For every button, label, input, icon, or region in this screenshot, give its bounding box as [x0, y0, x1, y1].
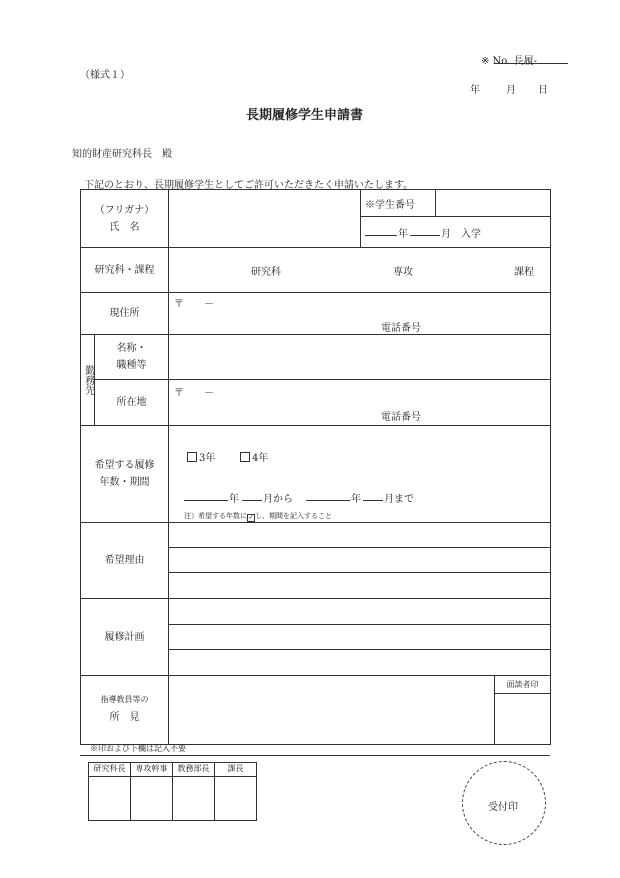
- enroll-year-blank[interactable]: [365, 235, 397, 236]
- advisor-label-2: 所 見: [109, 712, 140, 723]
- interview-seal-cell[interactable]: [495, 676, 551, 745]
- stamp-box: [89, 777, 131, 821]
- phone-label: 電話番号: [381, 323, 421, 334]
- period-label-2: 年数・期間: [99, 477, 150, 488]
- enrollment-cell[interactable]: [361, 217, 551, 248]
- work-side-label: 勤務先: [82, 365, 94, 395]
- student-no-label-text: ※学生番号: [365, 199, 415, 211]
- enroll-month-label: 月 入学: [441, 229, 481, 240]
- period-end-year-blank[interactable]: [306, 500, 350, 501]
- period-year-label-1: 年: [229, 494, 239, 505]
- period-field[interactable]: [169, 426, 551, 523]
- reason-label: 希望理由: [81, 523, 169, 599]
- work-name-label-cell: [95, 335, 169, 380]
- checkbox-3-years[interactable]: [187, 452, 197, 462]
- intro-text: 下記のとおり、長期履修学生としてご許可いただきたく申請いたします。: [84, 180, 414, 191]
- address-field[interactable]: [169, 293, 551, 335]
- period-end-month-blank[interactable]: [363, 500, 383, 501]
- period-note: [184, 511, 332, 522]
- interview-seal-label: 面談者印: [495, 676, 550, 694]
- course-program: 課程: [514, 267, 534, 278]
- receipt-label: 受付印: [488, 802, 518, 813]
- application-form: [80, 189, 551, 745]
- period-note-text-2: し、期間を記入すること: [255, 512, 332, 520]
- work-phone-label: 電話番号: [381, 412, 421, 423]
- period-label-1: 希望する履修: [94, 460, 155, 471]
- plan-label: 履修計画: [81, 599, 169, 676]
- advisor-label-1: 指導教員等の: [100, 695, 149, 704]
- stamp-col-section-chief: 課長: [215, 763, 257, 777]
- period-start-year-blank[interactable]: [184, 500, 228, 501]
- date-day: 日: [538, 85, 548, 96]
- option-3-years-label: 3年: [199, 453, 216, 464]
- plan-rule: [169, 624, 550, 625]
- student-no-field[interactable]: [436, 190, 551, 217]
- checkbox-4-years[interactable]: [240, 452, 250, 462]
- course-major: 専攻: [393, 267, 413, 278]
- work-name-label-1: 名称・: [116, 343, 147, 354]
- name-field[interactable]: [169, 190, 361, 248]
- course-label: 研究科・課程: [81, 248, 169, 293]
- stamp-col-dean: 研究科長: [89, 763, 131, 777]
- stamp-box: [173, 777, 215, 821]
- work-name-label-2: 職種等: [116, 360, 147, 371]
- name-furigana-label: （フリガナ）: [94, 204, 155, 216]
- option-4-years[interactable]: [240, 449, 268, 464]
- plan-rule: [169, 649, 550, 650]
- reason-rule: [169, 572, 550, 573]
- name-label-cell: [81, 190, 169, 248]
- office-use-note: ※印および下欄は記入不要: [90, 744, 186, 753]
- course-graduate-school: 研究科: [251, 267, 281, 278]
- work-side-label-cell: [81, 335, 95, 426]
- period-note-text-1: 注）希望する年数に: [184, 512, 247, 520]
- period-month-label-2: 月まで: [384, 494, 414, 505]
- approval-stamp-table: [88, 762, 257, 821]
- enroll-month-blank[interactable]: [410, 235, 440, 236]
- period-label-cell: [81, 426, 169, 523]
- postal-mark: 〒 －: [174, 299, 214, 310]
- name-label: 氏 名: [109, 221, 140, 233]
- document-number-underline: [495, 63, 568, 64]
- checkmark-box-icon: ✓: [248, 514, 254, 521]
- work-address-field[interactable]: [169, 380, 551, 426]
- student-no-label: [361, 190, 436, 217]
- page-title: 長期履修学生申請書: [246, 108, 364, 123]
- address-label: 現住所: [81, 293, 169, 335]
- option-4-years-label: 4年: [252, 453, 269, 464]
- date-year: 年: [470, 85, 480, 96]
- addressee: 知的財産研究科長 殿: [72, 149, 172, 160]
- period-start-month-blank[interactable]: [242, 500, 262, 501]
- enroll-year-label: 年: [398, 229, 408, 240]
- stamp-box: [215, 777, 257, 821]
- form-number: （様式１）: [80, 70, 130, 81]
- footer-divider: [80, 755, 550, 756]
- advisor-field[interactable]: [169, 676, 495, 745]
- document-number: ※ No. 長履-: [481, 56, 537, 67]
- option-3-years[interactable]: [187, 449, 215, 464]
- work-name-field[interactable]: [169, 335, 551, 380]
- stamp-col-academic-affairs: 教務部長: [173, 763, 215, 777]
- plan-field[interactable]: [169, 599, 551, 676]
- period-year-label-2: 年: [351, 494, 361, 505]
- work-address-label: 所在地: [95, 380, 169, 426]
- course-field[interactable]: [169, 248, 551, 293]
- date-month: 月: [506, 85, 516, 96]
- stamp-col-major-secretary: 専攻幹事: [131, 763, 173, 777]
- reason-field[interactable]: [169, 523, 551, 599]
- advisor-label-cell: [81, 676, 169, 745]
- stamp-box: [131, 777, 173, 821]
- reason-rule: [169, 547, 550, 548]
- period-month-label-1: 月から: [263, 494, 293, 505]
- work-postal-mark: 〒 －: [174, 388, 214, 399]
